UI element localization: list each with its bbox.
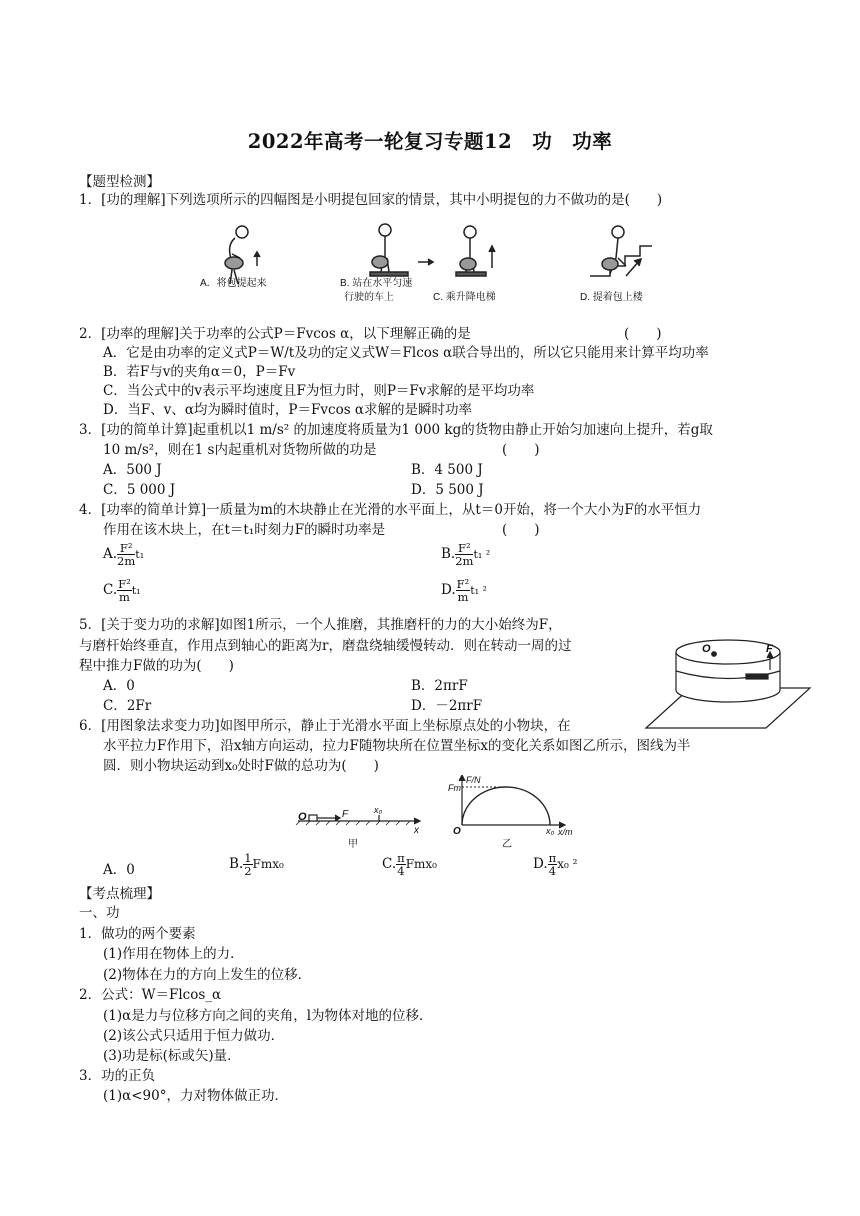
millstone-center-label: O (702, 643, 711, 655)
question-5-figure-millstone (638, 630, 813, 732)
question-4-stem-line-1: 4．[功率的简单计算]一质量为m的木块静止在光滑的水平面上，从t＝0开始，将一个大小为F的水平恒力 (79, 502, 702, 518)
question-2-stem: 2．[功率的理解]关于功率的公式P＝Fvcos α，以下理解正确的是 (79, 326, 471, 342)
question-4-answer-paren: ( ) (502, 522, 540, 538)
question-4-option-d: D. $\frac{\text{F²}}{m}$ t₁ ² (441, 577, 487, 604)
yi-x0-label: x₀ (546, 826, 555, 836)
review-point-3: 3．功的正负 (79, 1068, 156, 1084)
question-5-option-a: A．0 (103, 678, 135, 694)
figure-b-caption-1: B. 站在水平匀速 (340, 278, 413, 289)
review-point-3-1: (1)α<90°，力对物体做正功． (103, 1088, 288, 1104)
question-3-answer-paren: ( ) (502, 442, 540, 458)
force-label: F (766, 643, 773, 655)
question-4-option-a: A. $\frac{\text{F²}}{2m}$ t₁ (103, 541, 145, 568)
question-4-option-b: B. $\frac{\text{F²}}{2m}$ t₁ ² (441, 541, 491, 568)
question-2-option-c: C．当公式中的v表示平均速度且F为恒力时，则P＝Fv求解的是平均功率 (103, 383, 535, 399)
question-1-stem: 1．[功的理解]下列选项所示的四幅图是小明提包回家的情景，其中小明提包的力不做功的是( ) (79, 192, 663, 208)
question-2-option-a: A．它是由功率的定义式P＝W/t及功的定义式W＝Flcos α联合导出的，所以它只能用来计算平均功率 (103, 345, 709, 361)
figure-b-person-on-vehicle (370, 224, 433, 276)
question-3-option-a: A．500 J (103, 462, 162, 478)
question-6-option-a: A．0 (103, 862, 135, 878)
figure-c-person-in-elevator (456, 226, 495, 276)
question-6-figure (290, 775, 580, 853)
yi-semicircle (462, 787, 550, 825)
question-3-option-d: D．5 500 J (411, 482, 484, 498)
figure-a-caption: A．将包提起来 (200, 278, 267, 289)
page-title: 2022年高考一轮复习专题12 功 功率 (247, 130, 613, 153)
question-5-option-d: D．－2πrF (411, 698, 483, 714)
question-2-option-b: B．若F与v的夹角α＝0，P＝Fv (103, 364, 296, 380)
question-5-line-3: 程中推力F做的功为( ) (79, 658, 234, 674)
question-6-line-1: 6．[用图象法求变力功]如图甲所示，静止于光滑水平面上坐标原点处的小物块，在 (79, 718, 571, 734)
figure-c-caption: C. 乘升降电梯 (433, 292, 496, 303)
question-5-option-b: B．2πrF (411, 678, 468, 694)
review-point-2: 2．公式：W＝Flcos_α (79, 987, 222, 1003)
question-3-stem-line-2: 10 m/s²，则在1 s内起重机对货物所做的功是 (103, 442, 377, 458)
question-3-stem-line-1: 3．[功的简单计算]起重机以1 m/s² 的加速度将质量为1 000 kg的货物由静止开始匀加速向上提升，若g取 (79, 422, 713, 438)
figure-d-caption: D. 提着包上楼 (580, 292, 643, 303)
yi-x-axis-label: x/m (558, 827, 573, 837)
question-4-option-c: C. $\frac{\text{F²}}{m}$ t₁ (103, 577, 141, 604)
question-1-figure (190, 218, 670, 306)
review-point-1-1: (1)作用在物体上的力． (103, 946, 244, 962)
review-point-2-2: (2)该公式只适用于恒力做功． (103, 1028, 285, 1044)
jia-origin-label: O (298, 811, 307, 823)
jia-x0-label: x₀ (374, 805, 383, 815)
section-heading-review: 【考点梳理】 (79, 886, 160, 902)
question-6-option-d: D. $\frac{\pi}{4}$ x₀ ² (533, 851, 578, 878)
question-6-line-2: 水平拉力F作用下，沿x轴方向运动，拉力F随物块所在位置坐标x的变化关系如图乙所示，图线为半 (103, 738, 691, 754)
yi-fm-label: Fm (448, 783, 461, 793)
question-5-option-c: C．2Fr (103, 698, 152, 714)
question-5-line-1: 5．[关于变力功的求解]如图1所示，一个人推磨，其推磨杆的力的大小始终为F， (79, 617, 562, 633)
question-3-option-b: B．4 500 J (411, 462, 483, 478)
question-6-option-b: B. $\frac{1}{2}$ Fmx₀ (229, 851, 284, 878)
question-5-line-2: 与磨杆始终垂直，作用点到轴心的距离为r，磨盘绕轴缓慢转动．则在转动一周的过 (79, 638, 572, 654)
question-3-option-c: C．5 000 J (103, 482, 176, 498)
figure-jia (296, 815, 420, 825)
review-point-1-2: (2)物体在力的方向上发生的位移． (103, 967, 312, 983)
figure-a-person-lifting (225, 226, 260, 284)
figure-b-caption-2: 行驶的车上 (344, 292, 394, 303)
figure-d-person-on-stairs (590, 226, 652, 276)
review-point-2-1: (1)α是力与位移方向之间的夹角，l为物体对地的位移． (103, 1008, 433, 1024)
yi-origin-label: O (453, 826, 461, 837)
jia-caption: 甲 (348, 839, 358, 850)
question-2-option-d: D．当F、v、α均为瞬时值时，P＝Fvcos α求解的是瞬时功率 (103, 402, 473, 418)
jia-x-axis-label: x (414, 825, 419, 836)
review-point-2-3: (3)功是标(标或矢)量． (103, 1048, 241, 1064)
section-heading-test: 【题型检测】 (79, 174, 160, 190)
question-6-option-c: C. $\frac{\pi}{4}$ Fmx₀ (382, 851, 437, 878)
question-6-line-3: 圆．则小物块运动到x₀处时F做的总功为( ) (103, 758, 379, 774)
question-2-answer-paren: ( ) (624, 326, 662, 342)
review-heading-work: 一、功 (79, 905, 120, 921)
question-4-stem-line-2: 作用在该木块上，在t＝t₁时刻力F的瞬时功率是 (103, 522, 386, 538)
jia-force-label: F (342, 809, 349, 820)
yi-y-axis-label: F/N (466, 775, 481, 785)
yi-caption: 乙 (502, 839, 512, 850)
review-point-1: 1．做功的两个要素 (79, 926, 196, 942)
